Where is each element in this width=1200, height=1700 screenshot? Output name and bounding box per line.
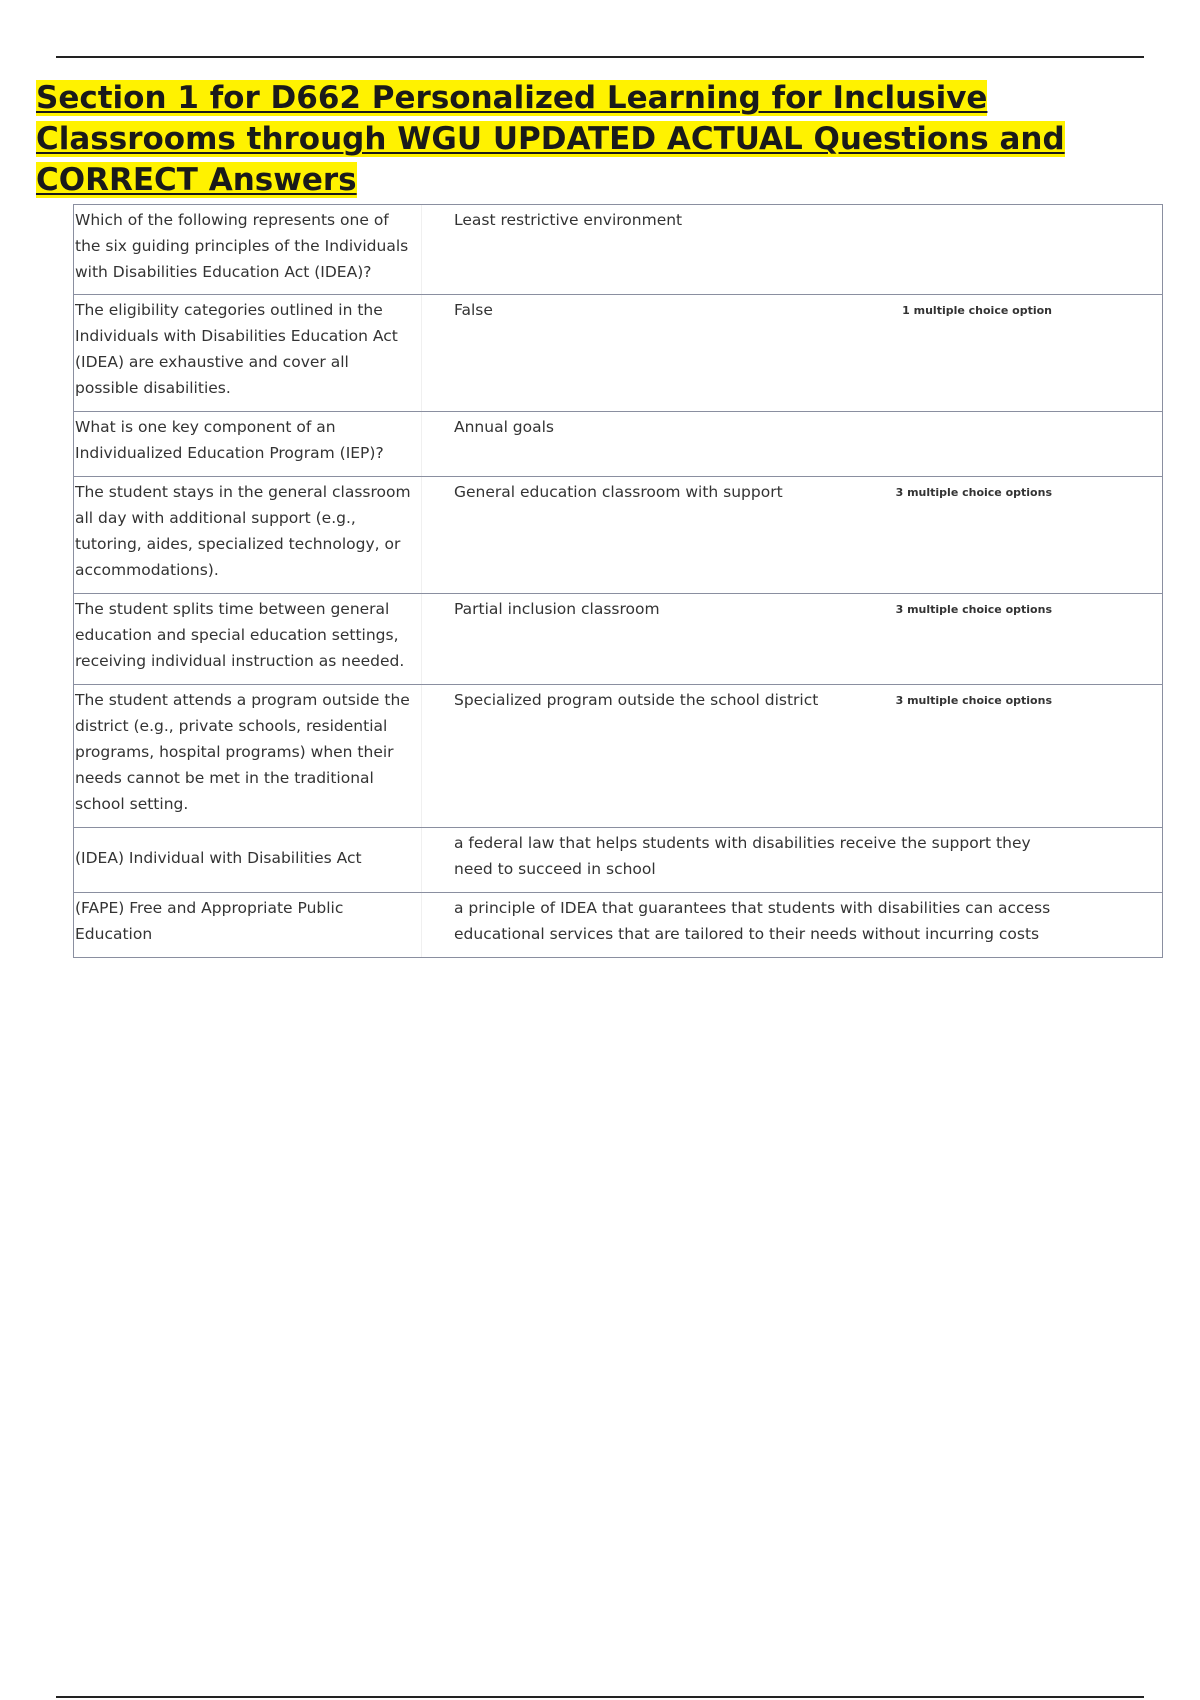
answer-cell [422,205,1163,295]
question-cell: What is one key component of an Individualized Education Program (IEP)? [74,412,422,477]
answer-text: Partial inclusion classroom [454,600,660,618]
table-row [74,412,1163,477]
answer-cell [422,893,1163,958]
question-cell: (FAPE) Free and Appropriate Public Education [74,893,422,958]
page-title-text: Section 1 for D662 Personalized Learning for Inclusive Classrooms through WGU UPDATED ACTUAL Questions and CORRECT Answers [36,80,1065,198]
table-row [74,205,1163,295]
page-title [36,78,1176,201]
answer-cell [422,685,1163,828]
answer-text: a federal law that helps students with disabilities receive the support they need to succeed in school [454,834,1031,878]
qa-table [73,204,1163,958]
table-row [74,594,1163,685]
question-cell: The student stays in the general classroom all day with additional support (e.g., tutoring, aides, specialized technology, or accommodations). [74,477,422,594]
option-count-note: 3 multiple choice options [895,486,1052,499]
answer-text: Specialized program outside the school district [454,691,819,709]
answer-text: Annual goals [454,418,555,436]
answer-text: a principle of IDEA that guarantees that students with disabilities can access educational services that are tailored to their needs without incurring costs [454,899,1051,943]
bottom-rule [56,1696,1144,1698]
answer-text: General education classroom with support [454,483,783,501]
question-cell: The eligibility categories outlined in the Individuals with Disabilities Education Act (IDEA) are exhaustive and cover all possible disabilities. [74,295,422,412]
answer-text: False [454,301,493,319]
answer-cell [422,295,1163,412]
option-count-note: 3 multiple choice options [895,603,1052,616]
table-row [74,828,1163,893]
table-row [74,295,1163,412]
option-count-note: 1 multiple choice option [902,304,1052,317]
table-row [74,685,1163,828]
table-row [74,477,1163,594]
question-cell: The student attends a program outside the district (e.g., private schools, residential programs, hospital programs) when their needs cannot be met in the traditional school setting. [74,685,422,828]
answer-cell [422,477,1163,594]
option-count-note: 3 multiple choice options [895,694,1052,707]
top-rule [56,56,1144,58]
answer-cell [422,828,1163,893]
table-row [74,893,1163,958]
answer-text: Least restrictive environment [454,211,683,229]
question-cell: (IDEA) Individual with Disabilities Act [74,828,422,893]
answer-cell [422,412,1163,477]
question-cell: Which of the following represents one of the six guiding principles of the Individuals with Disabilities Education Act (IDEA)? [74,205,422,295]
question-cell: The student splits time between general education and special education settings, receiving individual instruction as needed. [74,594,422,685]
answer-cell [422,594,1163,685]
